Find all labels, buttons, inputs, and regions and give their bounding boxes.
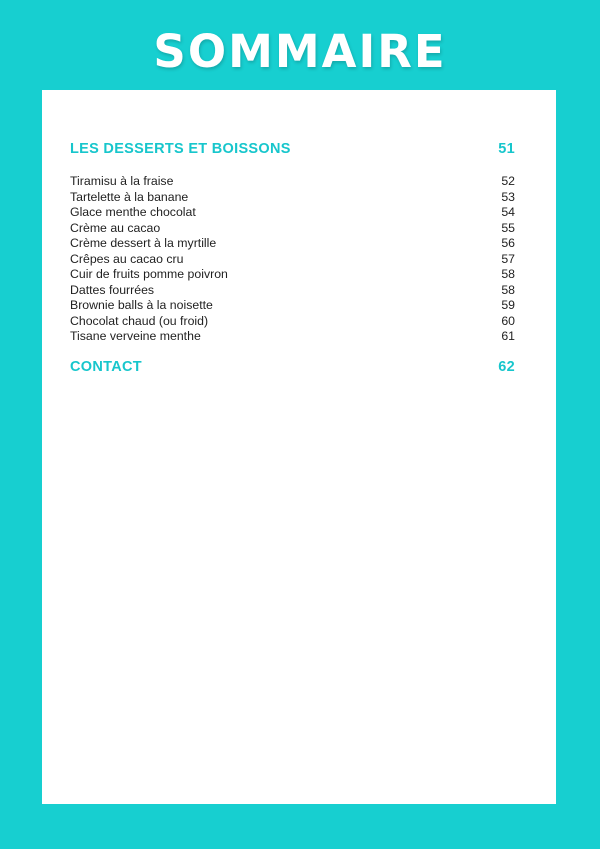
- toc-entry-page-number: 61: [501, 329, 515, 343]
- toc-entry[interactable]: [70, 252, 515, 268]
- toc-entry-title: Brownie balls à la noisette: [70, 298, 213, 312]
- toc-entry-title: Tisane verveine menthe: [70, 329, 201, 343]
- toc-entry-title: Dattes fourrées: [70, 282, 155, 297]
- toc-entry-page-number: 52: [501, 174, 515, 188]
- toc-entry-page-number: 57: [501, 251, 515, 266]
- toc-entry-title: Glace menthe chocolat: [70, 205, 196, 219]
- toc-entry[interactable]: [70, 283, 515, 299]
- toc-entry-page-number: 55: [501, 220, 515, 235]
- toc-entry-page-number: 53: [501, 189, 515, 204]
- toc-entry-title: Crème au cacao: [70, 220, 161, 235]
- toc-entry[interactable]: [70, 298, 515, 314]
- toc-entry-page-number: 59: [501, 298, 515, 312]
- toc-entry[interactable]: [70, 329, 515, 345]
- toc-entry-title: Crème dessert à la myrtille: [70, 236, 217, 250]
- toc-entry-page-number: 58: [501, 282, 515, 297]
- toc-section-page-number: 51: [498, 141, 515, 157]
- toc-section-heading[interactable]: [70, 140, 515, 158]
- toc-entry[interactable]: [70, 190, 515, 206]
- toc-entry[interactable]: [70, 267, 515, 283]
- toc-entry-page-number: 60: [501, 313, 515, 328]
- content-panel: [42, 90, 556, 804]
- toc-contact-title: CONTACT: [70, 358, 142, 375]
- toc-entry-title: Crêpes au cacao cru: [70, 251, 184, 266]
- toc-entry-title: Tartelette à la banane: [70, 189, 189, 204]
- toc-entry[interactable]: [70, 236, 515, 252]
- toc-entry-page-number: 54: [501, 205, 515, 219]
- table-of-contents: [70, 140, 515, 376]
- toc-entry-title: Cuir de fruits pomme poivron: [70, 267, 228, 281]
- toc-entry-page-number: 58: [501, 267, 515, 281]
- toc-entry-page-number: 56: [501, 236, 515, 250]
- toc-entry-title: Tiramisu à la fraise: [70, 174, 174, 188]
- toc-contact-page-number: 62: [498, 358, 515, 375]
- toc-entry-title: Chocolat chaud (ou froid): [70, 313, 209, 328]
- toc-section-title: LES DESSERTS ET BOISSONS: [70, 141, 291, 157]
- toc-contact-heading[interactable]: [70, 358, 515, 376]
- toc-entry[interactable]: [70, 221, 515, 237]
- toc-entry-list: [70, 174, 515, 345]
- toc-entry[interactable]: [70, 205, 515, 221]
- page-title: SOMMAIRE: [153, 25, 447, 78]
- toc-entry[interactable]: [70, 174, 515, 190]
- toc-entry[interactable]: [70, 314, 515, 330]
